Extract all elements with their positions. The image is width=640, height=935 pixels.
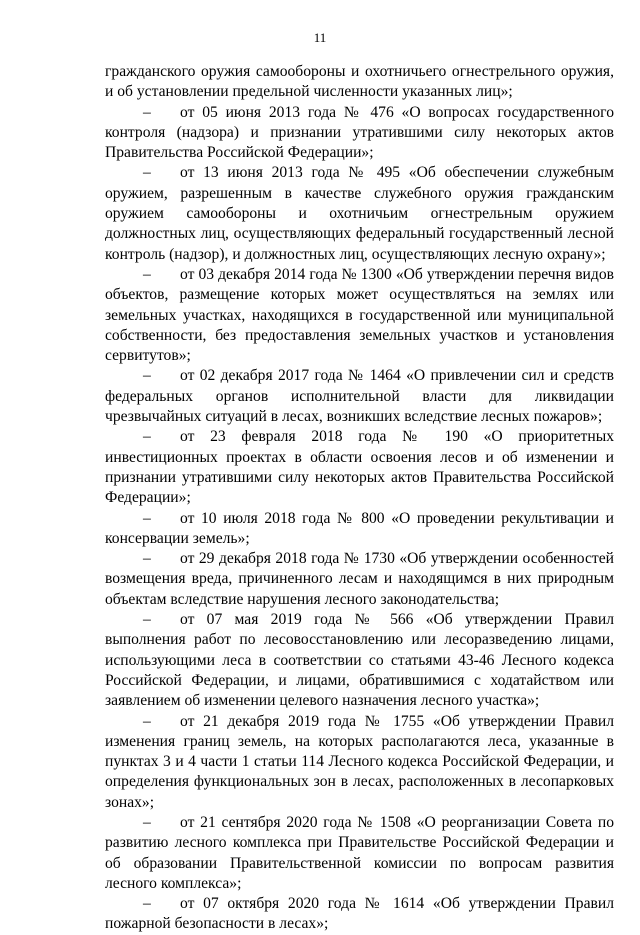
- list-dash: –: [143, 712, 151, 730]
- list-item-text: от 21 сентября 2020 года № 1508 «О реорганизации Совета по развитию лесного комплекса при Правительстве Российской Федерации и об образовании Правительственной комиссии по вопросам развития лесного комплекса»;: [105, 813, 614, 892]
- list-item-text: от 13 июня 2013 года № 495 «Об обеспечении служебным оружием, разрешенным в качестве служебного оружия гражданским оружием самообороны и охотничьим огнестрельным оружием должностных лиц, осуществляющих федеральный государственный лесной контроль (надзор), и должностных лиц, осуществляющих лесную охрану»;: [105, 164, 614, 263]
- page-number: 11: [313, 30, 327, 45]
- list-item: [105, 103, 614, 164]
- list-dash: –: [143, 428, 151, 446]
- list-item: [105, 894, 614, 935]
- list-dash: –: [143, 550, 151, 568]
- list-item: [105, 610, 614, 711]
- list-item-text: от 29 декабря 2018 года № 1730 «Об утверждении особенностей возмещения вреда, причиненного лесам и находящимся в них природным объектам вследствие нарушения лесного законодательства;: [105, 550, 614, 608]
- list-item-text: от 07 октября 2020 года № 1614 «Об утверждении Правил пожарной безопасности в лесах»;: [105, 895, 614, 933]
- list-item: [105, 549, 614, 610]
- list-item: [105, 712, 614, 813]
- document-body: [105, 62, 614, 935]
- list-item-text: от 02 декабря 2017 года № 1464 «О привлечении сил и средств федеральных органов исполнительной власти для ликвидации чрезвычайных ситуаций в лесах, возникших вследствие лесных пожаров»;: [105, 367, 614, 426]
- list-dash: –: [143, 367, 151, 385]
- list-item: [105, 265, 614, 366]
- list-dash: –: [143, 509, 151, 527]
- list-item-text: от 05 июня 2013 года № 476 «О вопросах государственного контроля (надзора) и признании утратившими силу некоторых актов Правительства Российской Федерации»;: [105, 103, 614, 162]
- list-dash: –: [143, 895, 151, 913]
- list-item: [105, 366, 614, 427]
- list-item-text: от 23 февраля 2018 года № 190 «О приоритетных инвестиционных проектах в области освоения лесов и об изменении и признании утратившими силу некоторых актов Правительства Российской Федерации»;: [105, 428, 614, 507]
- list-dash: –: [143, 611, 151, 629]
- list-item-text: от 07 мая 2019 года № 566 «Об утверждении Правил выполнения работ по лесовосстановлению или лесоразведению лицами, использующими леса в соответствии со статьями 43-46 Лесного кодекса Российской Федерации, и лицами, обратившимися с ходатайством или заявлением об изменении целевого назначения лесного участка»;: [105, 611, 614, 710]
- list-item-text: от 03 декабря 2014 года № 1300 «Об утверждении перечня видов объектов, размещение которых может осуществляться на землях или земельных участках, находящихся в государственной или муниципальной собственности, без предоставления земельных участков и установления сервитутов»;: [105, 265, 614, 365]
- list-item: [105, 813, 614, 894]
- list-item-text: от 21 декабря 2019 года № 1755 «Об утверждении Правил изменения границ земель, на которых располагаются леса, указанные в пунктах 3 и 4 части 1 статьи 114 Лесного кодекса Российской Федерации, и определения функциональных зон в лесах, расположенных в лесопарковых зонах»;: [105, 712, 614, 811]
- list-item-text: от 10 июля 2018 года № 800 «О проведении рекультивации и консервации земель»;: [105, 509, 614, 547]
- list-item: [105, 163, 614, 264]
- list-dash: –: [143, 103, 151, 121]
- list-item: [105, 427, 614, 508]
- list-dash: –: [143, 813, 151, 831]
- list-item: [105, 509, 614, 550]
- continuation-paragraph: гражданского оружия самообороны и охотничьего огнестрельного оружия, и об установлении предельной численности указанных лиц»;: [105, 63, 614, 101]
- list-dash: –: [143, 265, 151, 283]
- list-dash: –: [143, 164, 151, 182]
